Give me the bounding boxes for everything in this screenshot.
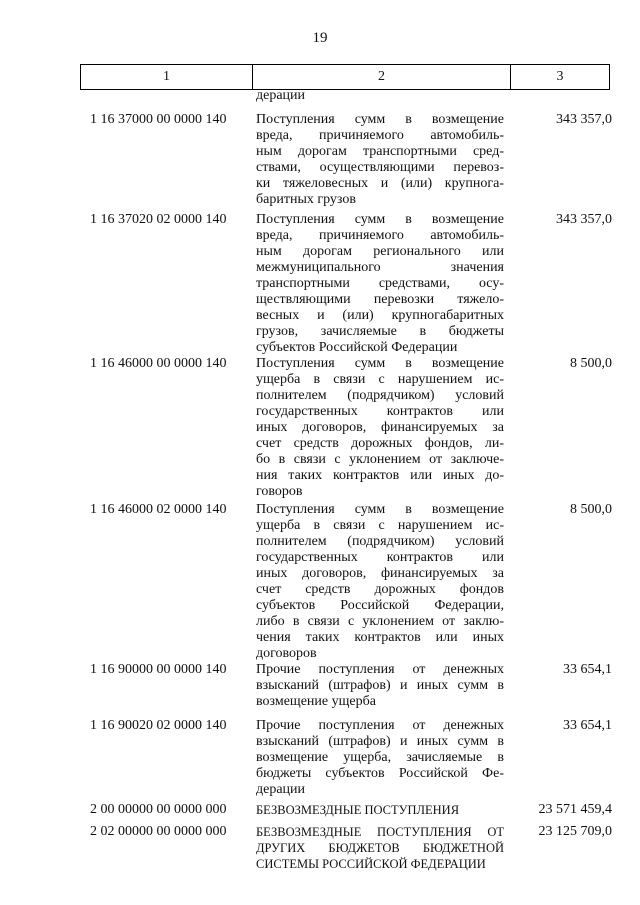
income-description [256, 212, 504, 356]
budget-code: 1 16 46000 02 0000 140 [90, 502, 227, 517]
header-col-3: 3 [511, 65, 610, 89]
description-line: полнителем (подрядчиком) условий [256, 388, 504, 403]
amount-value: 8 500,0 [570, 502, 612, 517]
description-line: государственных контрактов или [256, 550, 504, 565]
budget-code: 1 16 37000 00 0000 140 [90, 112, 227, 127]
description-line: БЕЗВОЗМЕЗДНЫЕ ПОСТУПЛЕНИЯ [256, 803, 460, 817]
description-line: либо в связи с уклонением от заклю- [256, 614, 504, 629]
income-description [256, 112, 504, 208]
header-col-1: 1 [80, 65, 253, 89]
income-description [256, 824, 504, 872]
description-line: чения таких контрактов или иных [256, 630, 504, 645]
income-description [256, 502, 504, 662]
amount-value: 343 357,0 [556, 112, 612, 127]
description-line: ным дорогам регионального или [256, 244, 504, 259]
page-number: 19 [312, 30, 328, 46]
description-line: баритных грузов [256, 192, 356, 207]
description-line: счет средств дорожных фондов, ли- [256, 436, 504, 451]
description-line: взысканий (штрафов) и иных сумм в [256, 678, 504, 693]
amount-value: 343 357,0 [556, 212, 612, 227]
description-line: ным дорогам транспортными сред- [256, 144, 504, 159]
description-line: Поступления сумм в возмещение [256, 502, 504, 517]
budget-code: 1 16 90020 02 0000 140 [90, 718, 227, 733]
description-line: субъектов Российской Федерации, [256, 598, 504, 613]
description-line: иных договоров, финансируемых за [256, 420, 504, 435]
description-line: договоров [256, 646, 317, 661]
income-description [256, 356, 504, 500]
description-line: ществляющими перевозки тяжело- [256, 292, 504, 307]
description-line: БЕЗВОЗМЕЗДНЫЕ ПОСТУПЛЕНИЯ ОТ [256, 825, 504, 839]
description-line: ущерба в связи с нарушением ис- [256, 518, 504, 533]
description-line: СИСТЕМЫ РОССИЙСКОЙ ФЕДЕРАЦИИ [256, 857, 486, 871]
description-line: вреда, причиняемого автомобиль- [256, 128, 504, 143]
description-line: Прочие поступления от денежных [256, 662, 504, 677]
budget-code: 2 02 00000 00 0000 000 [90, 824, 227, 839]
description-line: государственных контрактов или [256, 404, 504, 419]
description-line: вреда, причиняемого автомобиль- [256, 228, 504, 243]
amount-value: 33 654,1 [563, 718, 612, 733]
description-line: счет средств дорожных фондов [256, 582, 504, 597]
table-header [80, 64, 610, 90]
description-line: полнителем (подрядчиком) условий [256, 534, 504, 549]
continuation-text: дерации [256, 88, 306, 103]
description-line: ки тяжеловесных и (или) крупнога- [256, 176, 504, 191]
description-line: Прочие поступления от денежных [256, 718, 504, 733]
description-line: бо в связи с уклонением от заключе- [256, 452, 504, 467]
description-line: возмещение ущерба [256, 694, 376, 709]
description-line: транспортными средствами, осу- [256, 276, 504, 291]
amount-value: 23 125 709,0 [538, 824, 612, 839]
income-description [256, 662, 504, 710]
description-line: Поступления сумм в возмещение [256, 112, 504, 127]
description-line: ДРУГИХ БЮДЖЕТОВ БЮДЖЕТНОЙ [256, 841, 504, 855]
description-line: субъектов Российской Федерации [256, 340, 458, 355]
amount-value: 23 571 459,4 [538, 802, 612, 817]
description-line: возмещение ущерба, зачисляемые в [256, 750, 504, 765]
budget-code: 1 16 90000 00 0000 140 [90, 662, 227, 677]
description-line: Поступления сумм в возмещение [256, 356, 504, 371]
description-line: межмуниципального значения [256, 260, 504, 275]
description-line: грузов, зачисляемые в бюджеты [256, 324, 504, 339]
amount-value: 8 500,0 [570, 356, 612, 371]
description-line: дерации [256, 782, 306, 797]
description-line: весных и (или) крупногабаритных [256, 308, 504, 323]
income-description [256, 718, 504, 798]
budget-code: 2 00 00000 00 0000 000 [90, 802, 227, 817]
description-line: взысканий (штрафов) и иных сумм в [256, 734, 504, 749]
income-description [256, 802, 504, 818]
budget-code: 1 16 46000 00 0000 140 [90, 356, 227, 371]
description-line: Поступления сумм в возмещение [256, 212, 504, 227]
description-line: ния таких контрактов или иных до- [256, 468, 504, 483]
description-line: иных договоров, финансируемых за [256, 566, 504, 581]
description-line: ствами, осуществляющими перевоз- [256, 160, 504, 175]
amount-value: 33 654,1 [563, 662, 612, 677]
description-line: говоров [256, 484, 303, 499]
budget-code: 1 16 37020 02 0000 140 [90, 212, 227, 227]
header-col-2: 2 [253, 65, 511, 89]
description-line: бюджеты субъектов Российской Фе- [256, 766, 504, 781]
description-line: ущерба в связи с нарушением ис- [256, 372, 504, 387]
